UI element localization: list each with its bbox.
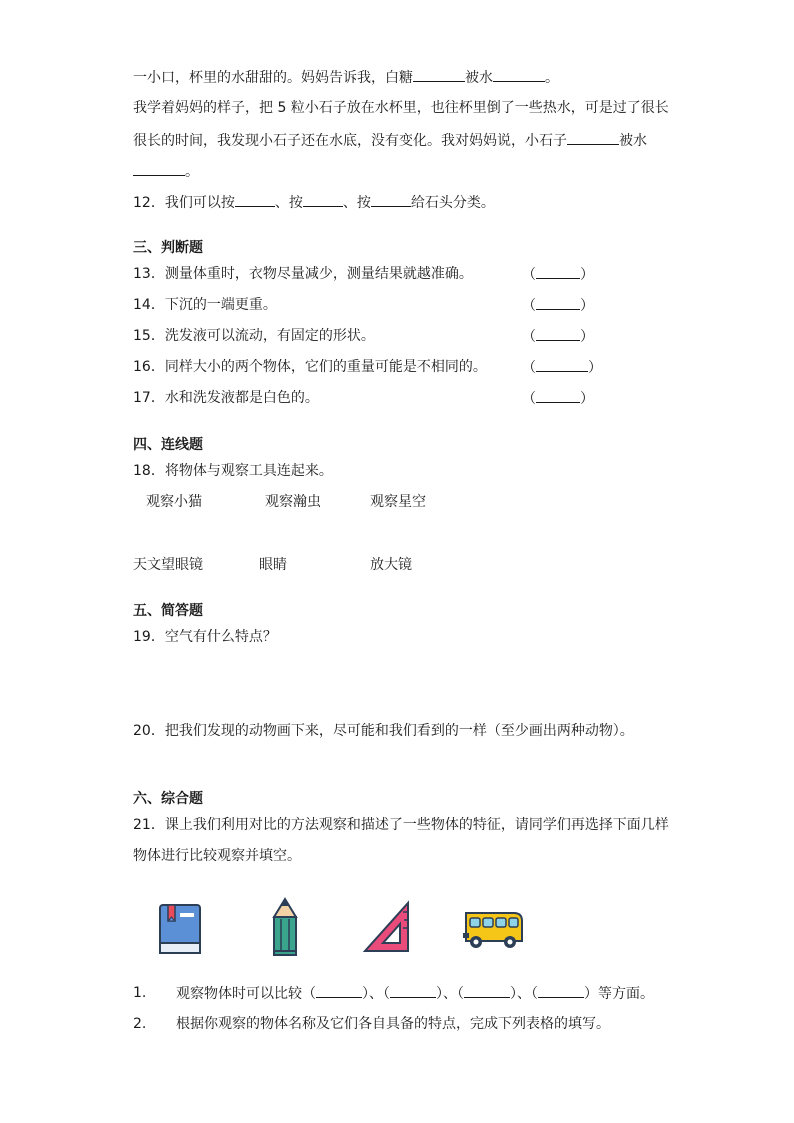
answer-paren[interactable]: （ ） xyxy=(522,357,602,378)
q11-line-4: 。 xyxy=(133,161,199,182)
book-icon xyxy=(158,903,202,955)
answer-blank[interactable] xyxy=(390,983,436,998)
question-20: 20．把我们发现的动物画下来，尽可能和我们看到的一样（至少画出两种动物）。 xyxy=(133,723,634,739)
answer-blank[interactable] xyxy=(538,983,584,998)
sub-question-number: 1. xyxy=(133,985,147,1001)
answer-blank[interactable] xyxy=(235,192,275,207)
answer-blank[interactable] xyxy=(567,130,619,145)
question-21-line-2: 物体进行比较观察并填空。 xyxy=(133,848,301,864)
question-17: 17．水和洗发液都是白色的。 xyxy=(133,390,319,406)
question-19: 19．空气有什么特点？ xyxy=(133,629,277,645)
answer-blank[interactable] xyxy=(316,983,362,998)
answer-paren[interactable]: （ ） xyxy=(522,388,594,409)
section-3-title: 三、判断题 xyxy=(133,240,203,256)
sub-question-2: 根据你观察的物体名称及它们各自具备的特点，完成下列表格的填写。 xyxy=(176,1016,610,1032)
answer-blank[interactable] xyxy=(371,192,411,207)
sub-question-1: 观察物体时可以比较（ ）、（ ）、（ ）、（ ）等方面。 xyxy=(176,983,654,1004)
answer-paren[interactable]: （ ） xyxy=(522,264,594,285)
question-15: 15．洗发液可以流动，有固定的形状。 xyxy=(133,328,375,344)
bus-icon xyxy=(460,909,526,951)
match-item-bottom[interactable]: 放大镜 xyxy=(370,557,412,573)
section-6-title: 六、综合题 xyxy=(133,791,203,807)
sub-question-number: 2. xyxy=(133,1016,147,1032)
match-item-bottom[interactable]: 眼睛 xyxy=(259,557,287,573)
pencil-icon xyxy=(270,897,300,957)
section-5-title: 五、简答题 xyxy=(133,603,203,619)
set-square-icon xyxy=(362,900,412,954)
q11-line-2: 我学着妈妈的样子，把 5 粒小石子放在水杯里，也往杯里倒了一些热水，可是过了很长 xyxy=(133,100,669,116)
match-item-bottom[interactable]: 天文望眼镜 xyxy=(133,557,203,573)
answer-blank[interactable] xyxy=(464,983,510,998)
question-12: 12．我们可以按 、按 、按 给石头分类。 xyxy=(133,192,495,213)
question-18: 18．将物体与观察工具连起来。 xyxy=(133,463,333,479)
answer-paren[interactable]: （ ） xyxy=(522,295,594,316)
section-4-title: 四、连线题 xyxy=(133,437,203,453)
q11-line-1: 一小口，杯里的水甜甜的。妈妈告诉我，白糖 被水 。 xyxy=(133,67,559,88)
answer-blank[interactable] xyxy=(303,192,343,207)
question-16: 16．同样大小的两个物体，它们的重量可能是不相同的。 xyxy=(133,359,487,375)
match-item-top[interactable]: 观察星空 xyxy=(370,494,426,510)
answer-blank[interactable] xyxy=(493,67,545,82)
match-item-top[interactable]: 观察瀚虫 xyxy=(265,494,321,510)
question-14: 14．下沉的一端更重。 xyxy=(133,297,277,313)
question-21-line-1: 21．课上我们利用对比的方法观察和描述了一些物体的特征，请同学们再选择下面几样 xyxy=(133,817,669,833)
match-item-top[interactable]: 观察小猫 xyxy=(146,494,202,510)
answer-blank[interactable] xyxy=(413,67,465,82)
q11-line-3: 很长的时间，我发现小石子还在水底，没有变化。我对妈妈说，小石子 被水 xyxy=(133,130,647,151)
answer-paren[interactable]: （ ） xyxy=(522,326,594,347)
question-13: 13．测量体重时，衣物尽量减少，测量结果就越准确。 xyxy=(133,266,473,282)
answer-blank[interactable] xyxy=(133,161,185,176)
